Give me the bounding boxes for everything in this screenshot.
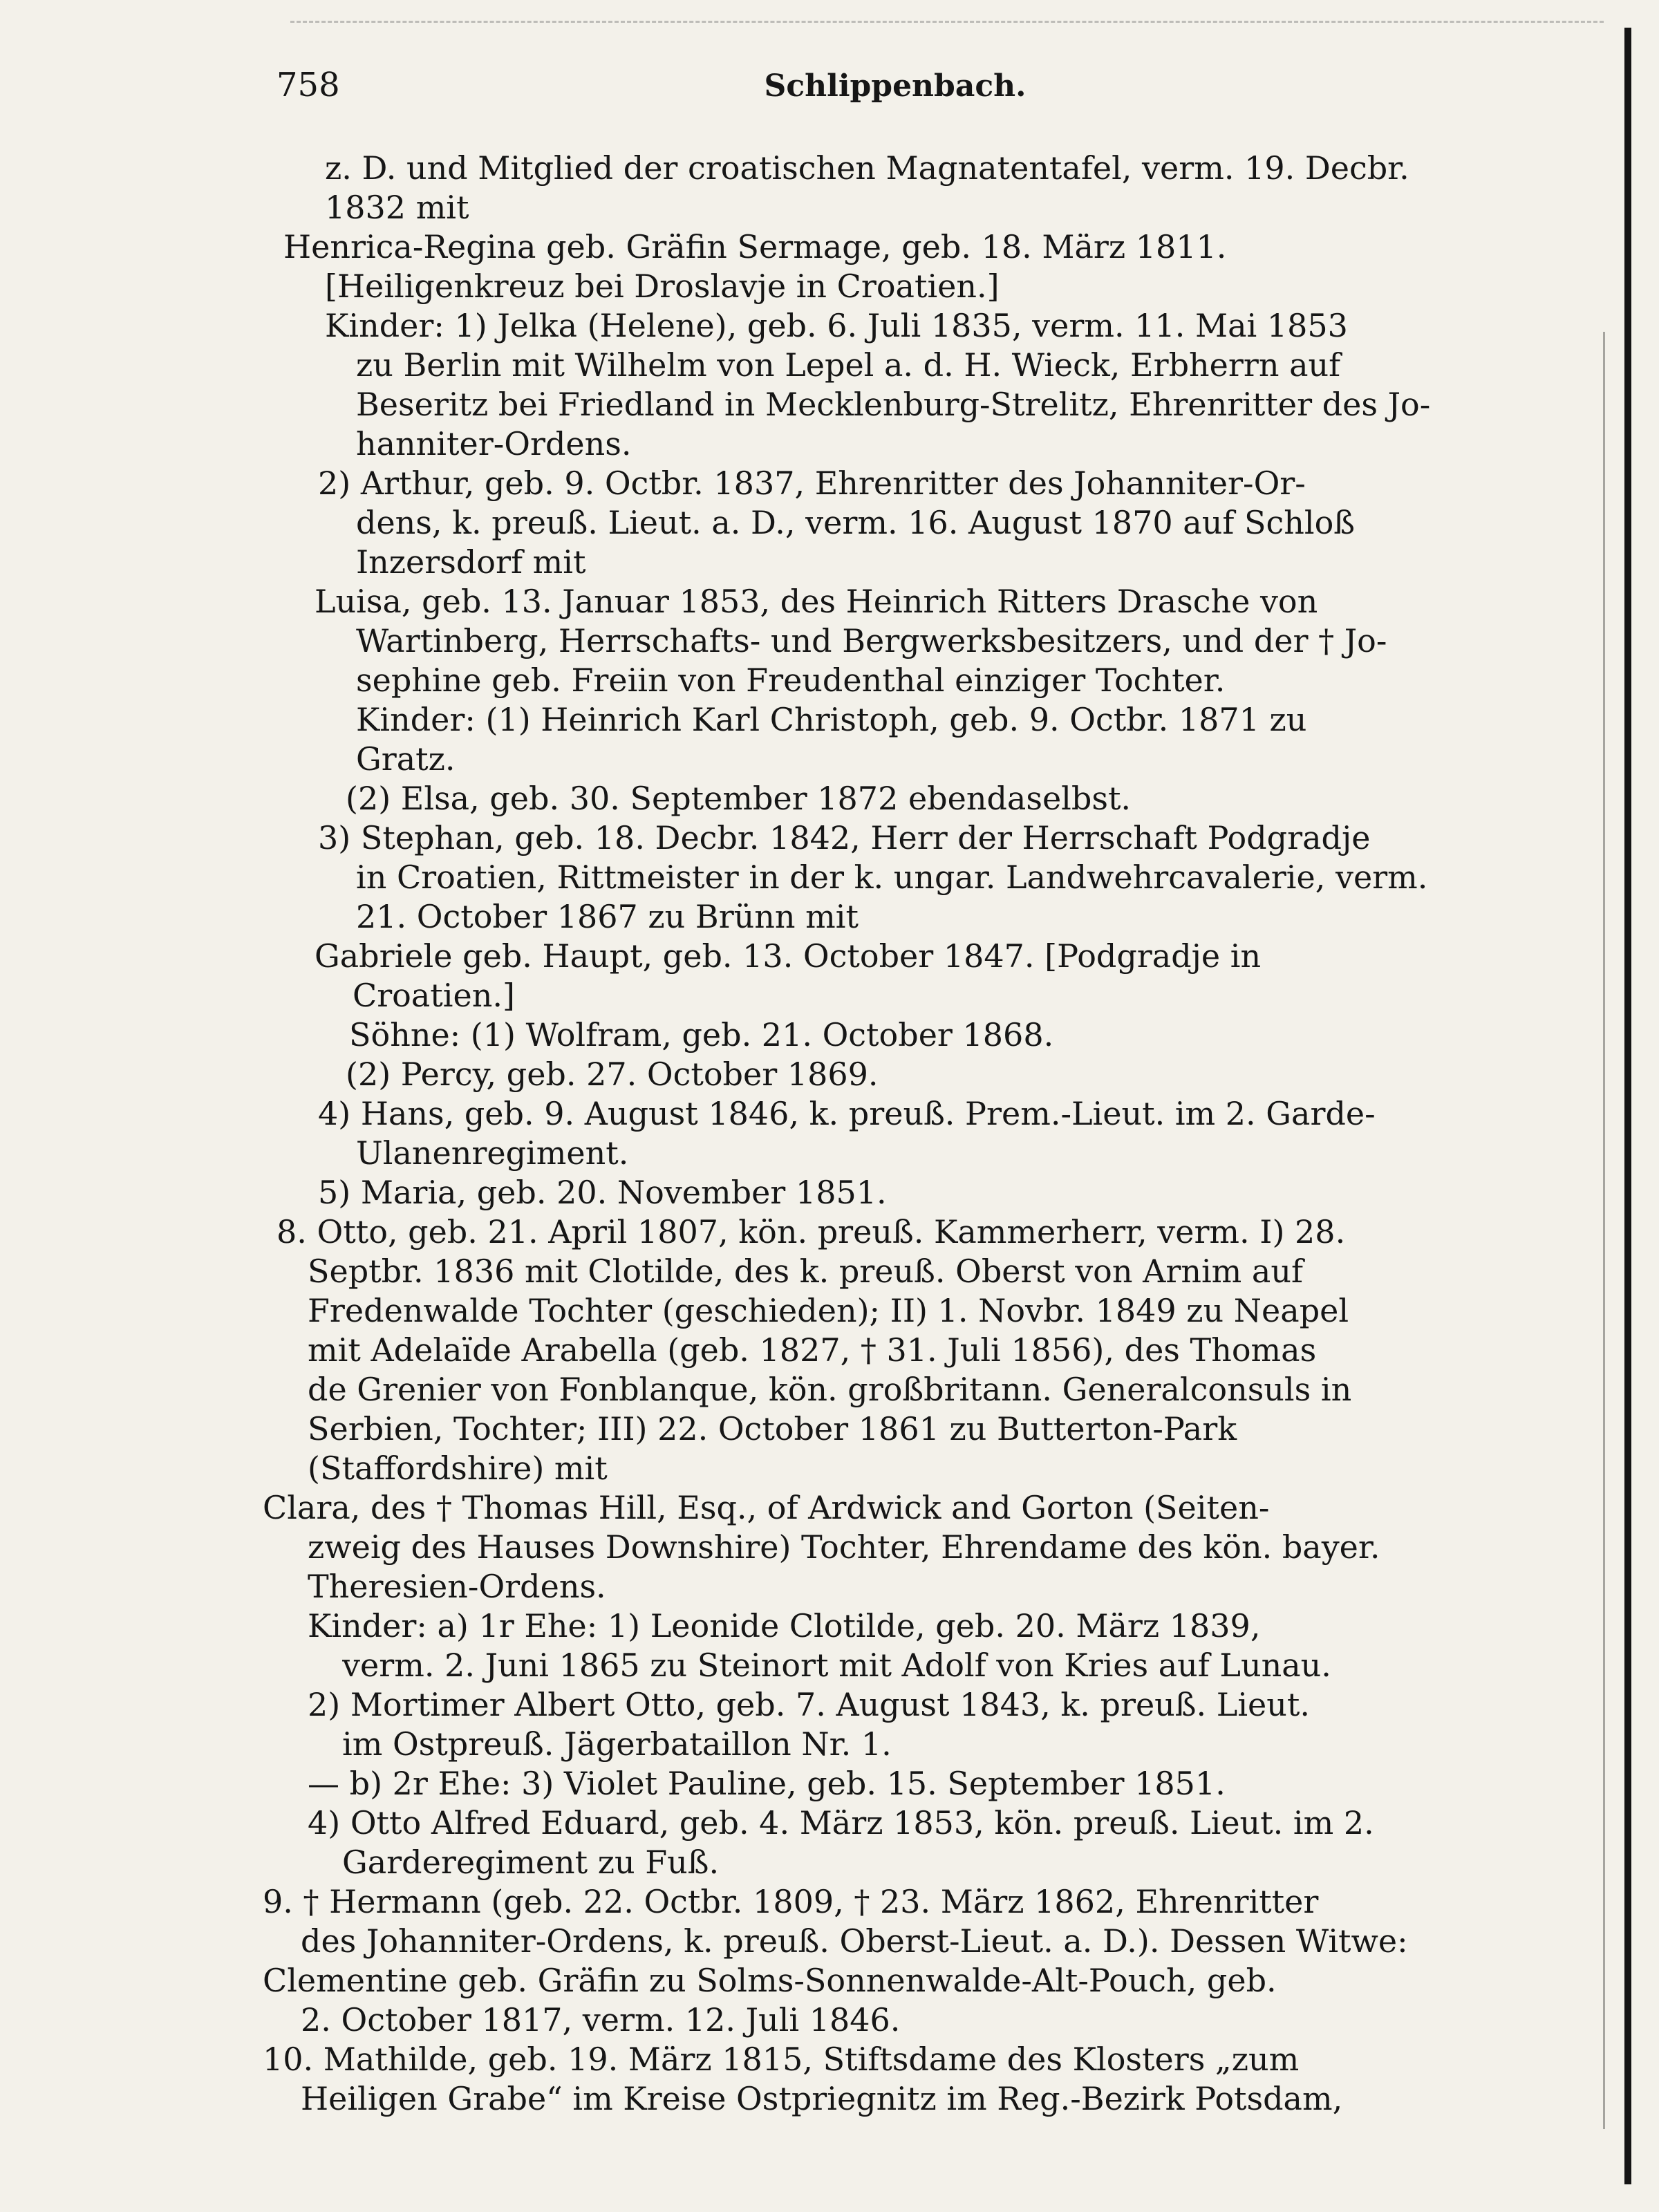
text-line: Beseritz bei Friedland in Mecklenburg-Strelitz, Ehrenritter des Jo- [356, 386, 1431, 423]
text-line: mit Adelaïde Arabella (geb. 1827, † 31. Juli 1856), des Thomas [308, 1331, 1317, 1369]
text-line: Fredenwalde Tochter (geschieden); II) 1. Novbr. 1849 zu Neapel [308, 1292, 1349, 1329]
text-line: Kinder: (1) Heinrich Karl Christoph, geb. 9. Octbr. 1871 zu [356, 701, 1307, 738]
text-line: 4) Otto Alfred Eduard, geb. 4. März 1853, kön. preuß. Lieut. im 2. [308, 1804, 1374, 1841]
text-line: (2) Percy, geb. 27. October 1869. [346, 1056, 879, 1093]
text-line: Croatien.] [353, 977, 515, 1014]
text-line: 2) Arthur, geb. 9. Octbr. 1837, Ehrenritter des Johanniter-Or- [318, 465, 1306, 502]
text-line: im Ostpreuß. Jägerbataillon Nr. 1. [342, 1725, 892, 1763]
text-line: Septbr. 1836 mit Clotilde, des k. preuß. Oberst von Arnim auf [308, 1253, 1303, 1290]
text-line: 10. Mathilde, geb. 19. März 1815, Stiftsdame des Klosters „zum [263, 2041, 1300, 2078]
text-line: de Grenier von Fonblanque, kön. großbritann. Generalconsuls in [308, 1371, 1352, 1408]
text-line: 3) Stephan, geb. 18. Decbr. 1842, Herr der Herrschaft Podgradje [318, 819, 1371, 856]
text-line: 4) Hans, geb. 9. August 1846, k. preuß. Prem.-Lieut. im 2. Garde- [318, 1095, 1376, 1132]
text-line: Clara, des † Thomas Hill, Esq., of Ardwick and Gorton (Seiten- [263, 1489, 1270, 1526]
text-line: dens, k. preuß. Lieut. a. D., verm. 16. August 1870 auf Schloß [356, 504, 1356, 541]
text-line: Wartinberg, Herrschafts- und Bergwerksbesitzers, und der † Jo- [356, 622, 1387, 659]
text-line: zweig des Hauses Downshire) Tochter, Ehrendame des kön. bayer. [308, 1528, 1380, 1566]
text-line: Inzersdorf mit [356, 543, 586, 581]
text-line: 2. October 1817, verm. 12. Juli 1846. [301, 2001, 901, 2038]
text-line: hanniter-Ordens. [356, 425, 632, 462]
text-line: Henrica-Regina geb. Gräfin Sermage, geb. 18. März 1811. [283, 228, 1227, 265]
scan-inner-edge [1603, 332, 1605, 2129]
text-line: Luisa, geb. 13. Januar 1853, des Heinrich Ritters Drasche von [315, 583, 1318, 620]
text-line: Kinder: a) 1r Ehe: 1) Leonide Clotilde, geb. 20. März 1839, [308, 1607, 1261, 1644]
text-line: 5) Maria, geb. 20. November 1851. [318, 1174, 887, 1211]
text-line: Heiligen Grabe“ im Kreise Ostpriegnitz im Reg.-Bezirk Potsdam, [301, 2080, 1343, 2117]
text-line: — b) 2r Ehe: 3) Violet Pauline, geb. 15. September 1851. [308, 1765, 1226, 1802]
text-line: sephine geb. Freiin von Freudenthal einziger Tochter. [356, 662, 1226, 699]
text-line: verm. 2. Juni 1865 zu Steinort mit Adolf von Kries auf Lunau. [342, 1647, 1331, 1684]
text-line: 8. Otto, geb. 21. April 1807, kön. preuß. Kammerherr, verm. I) 28. [276, 1213, 1346, 1250]
text-line: 21. October 1867 zu Brünn mit [356, 898, 859, 935]
text-line: 9. † Hermann (geb. 22. Octbr. 1809, † 23. März 1862, Ehrenritter [263, 1883, 1319, 1920]
text-line: Kinder: 1) Jelka (Helene), geb. 6. Juli 1835, verm. 11. Mai 1853 [325, 307, 1348, 344]
text-line: Ulanenregiment. [356, 1134, 629, 1172]
scan-page-edge [1624, 28, 1631, 2184]
text-line: Gratz. [356, 740, 456, 778]
text-line: z. D. und Mitglied der croatischen Magnatentafel, verm. 19. Decbr. [325, 149, 1409, 187]
text-line: in Croatien, Rittmeister in der k. ungar. Landwehrcavalerie, verm. [356, 859, 1428, 896]
text-line: 1832 mit [325, 189, 469, 226]
text-line: Serbien, Tochter; III) 22. October 1861 zu Butterton-Park [308, 1410, 1237, 1447]
scan-top-rule [290, 21, 1604, 23]
text-line: (Staffordshire) mit [308, 1450, 608, 1487]
text-line: Gabriele geb. Haupt, geb. 13. October 1847. [Podgradje in [315, 937, 1262, 975]
page-header [276, 66, 1514, 114]
text-line: Theresien-Ordens. [308, 1568, 606, 1605]
running-head: Schlippenbach. [764, 68, 1027, 104]
page-number: 758 [276, 66, 340, 104]
text-line: Söhne: (1) Wolfram, geb. 21. October 1868. [349, 1016, 1054, 1053]
text-line: zu Berlin mit Wilhelm von Lepel a. d. H. Wieck, Erbherrn auf [356, 346, 1341, 384]
text-line: Garderegiment zu Fuß. [342, 1844, 720, 1881]
text-line: 2) Mortimer Albert Otto, geb. 7. August 1843, k. preuß. Lieut. [308, 1686, 1310, 1723]
page-text [263, 149, 1507, 2119]
text-line: [Heiligenkreuz bei Droslavje in Croatien.] [325, 268, 1000, 305]
text-line: des Johanniter-Ordens, k. preuß. Oberst-Lieut. a. D.). Dessen Witwe: [301, 1922, 1408, 1960]
text-line: Clementine geb. Gräfin zu Solms-Sonnenwalde-Alt-Pouch, geb. [263, 1962, 1277, 1999]
text-line: (2) Elsa, geb. 30. September 1872 ebendaselbst. [346, 780, 1132, 817]
